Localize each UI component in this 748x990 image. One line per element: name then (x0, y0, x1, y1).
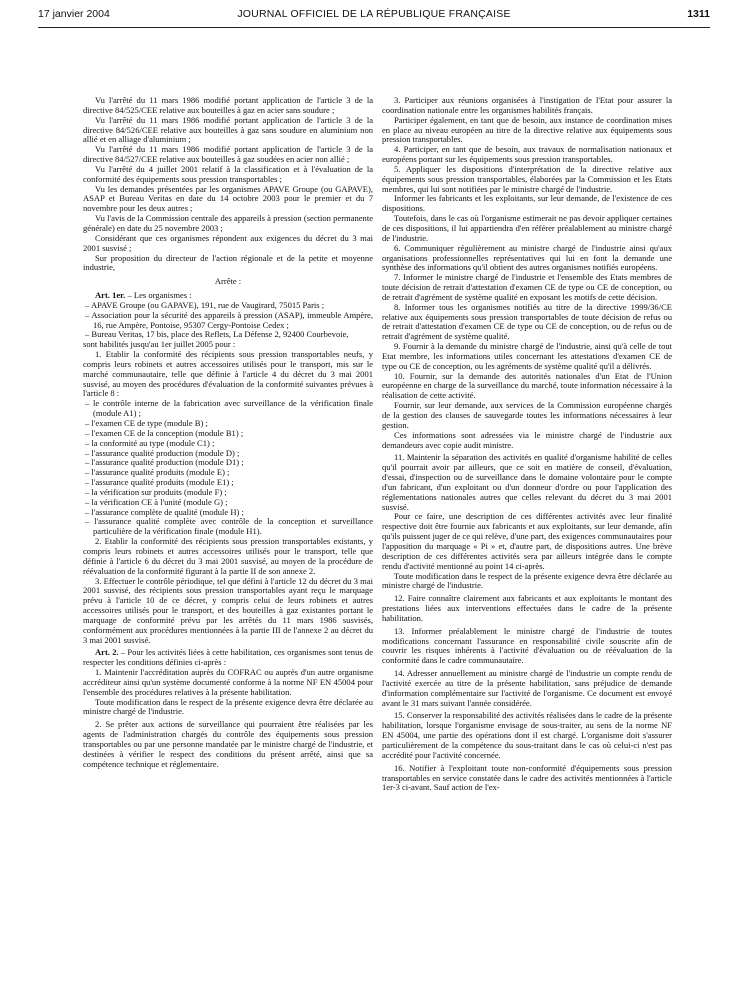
module-item: – l'assurance qualité production (module D1) ; (85, 457, 244, 468)
organisme-2: – Association pour la sécurité des appareils à pression (ASAP), immeuble Ampère, 16, rue Ampère, Pontoise, 95307 Cergy-Pontoise Cedex ; (85, 309, 373, 330)
paragraph: 9. Fournir à la demande du ministre chargé de l'industrie, ainsi qu'à celle de tout Etat membre, les informations utiles concernant les attestations d'examen CE de type ou CE de conception, ou les agréments de système qualité qu'il a délivrés. (382, 341, 672, 371)
visa-6: Vu l'avis de la Commission centrale des appareils à pression (section permanente générale) en date du 25 novembre 2003 ; (83, 213, 373, 233)
visa-2: Vu l'arrêté du 11 mars 1986 modifié portant application de l'article 3 de la directive 84/526/CEE relative aux bouteilles à gaz sans soudure en aluminium non allié et en alliage d'aluminium ; (83, 114, 373, 145)
paragraph: Informer les fabricants et les exploitants, sur leur demande, de l'existence de ces dispositions. (382, 193, 672, 214)
paragraph: Participer également, en tant que de besoin, aux instance de coordination mises en place au niveau européen au titre de la directive relative aux équipements sous pression transportables. (382, 114, 672, 145)
left-column (83, 96, 373, 770)
visa-8: Sur proposition du directeur de l'action régionale et de la petite et moyenne industrie, (83, 252, 373, 273)
page-number: 1311 (687, 8, 710, 20)
article-1-label: Art. 1er. (95, 290, 126, 301)
paragraph: 5. Appliquer les dispositions d'interprétation de la directive relative aux équipements sous pression transportables, élaborées par la Commission et les Etats membres, qui lui sont notifiées par le ministre chargé de l'industrie. (382, 163, 672, 194)
right-column (382, 96, 672, 793)
paragraph: Pour ce faire, une description de ces différentes activités avec leur finalité respective doit être fournie aux fabricants et aux exploitants, sur leur demande, afin qu'ils puissent juger de ce qui relève, d'une part, des exigences communautaires pour l'apposition du marquage « Pi » et, d'autre part, de dispositions autres. Une brève description de ces différentes activités sera par ailleurs intégrée dans le compte rendu d'activité mentionné au point 14 ci-après. (382, 511, 672, 571)
paragraph: 11. Maintenir la séparation des activités en qualité d'organisme habilité de celles qu'il pourrait avoir par ailleurs, que ce soit en matière de conseil, d'évaluation, d'essai, d'inspection ou de surveillance dans le domaine volontaire pour le compte d'un fabricant, d'un exploitant ou d'un donneur d'ordre ou pour l'application des réglementations nationales autres que celles relevant du décret du 3 mai 2001 susvisé. (382, 452, 672, 512)
paragraph: 14. Adresser annuellement au ministre chargé de l'industrie un compte rendu de l'activité exercée au titre de la présente habilitation, sans préjudice de demande d'information complémentaire sur l'activité de l'organisme. Ce document est envoyé avant le 31 mars suivant l'année considérée. (382, 668, 672, 708)
header-rule (38, 27, 710, 28)
paragraph: 16. Notifier à l'exploitant toute non-conformité d'équipements sous pression transportables en service constatée dans le cadre des activités mentionnées à l'article 1er-3 ci-avant. Sauf action de l'ex- (382, 762, 672, 793)
paragraph: 12. Faire connaître clairement aux fabricants et aux exploitants le montant des prestations liées aux interventions effectuées dans le cadre de la présente habilitation. (382, 593, 672, 623)
module-item: – la vérification sur produits (module F) ; (85, 486, 227, 497)
article-2-text: – Pour les activités liées à cette habilitation, ces organismes sont tenus de respecter les conditions définies ci-après : (83, 647, 373, 668)
module-item: – la conformité au type (module C1) ; (85, 437, 215, 448)
paragraph: Fournir, sur leur demande, aux services de la Commission européenne chargés de la gestion des clauses de sauvegarde toutes les informations nécessaires à leur gestion. (382, 400, 672, 430)
module-item: – l'assurance qualité complète avec contrôle de la conception et surveillance particulière de la vérification finale (module H1). (85, 516, 373, 537)
module-item: – l'assurance qualité produits (module E1) ; (85, 477, 234, 488)
module-item: – l'examen CE de la conception (module B1) ; (85, 427, 244, 438)
page-header (38, 8, 710, 24)
paragraph: 10. Fournir, sur la demande des autorités nationales d'un Etat de l'Union européenne en charge de la surveillance du marché, toute information nécessaire à la réalisation de cette activité. (382, 370, 672, 401)
paragraph: 8. Informer tous les organismes notifiés au titre de la directive 1999/36/CE relative aux équipements sous pression transportables de toute décision de refus ou de retrait d'attestation d'examen CE de type ou CE de conception, ou de refus ou de retrait d'agrément de système qualité. (382, 301, 672, 342)
point-1: 1. Etablir la conformité des récipients sous pression transportables neufs, y compris leurs robinets et autres accessoires utilisés pour le transport, mis sur le marché communautaire, telle que définie à l'article 4 du décret du 3 mai 2001 susvisé, au moyen des procédures d'évaluation de la conformité suivantes prévues à l'article 8 : (83, 349, 373, 399)
paragraph: 3. Participer aux réunions organisées à l'instigation de l'Etat pour assurer la coordination nationale entre les organismes habilités français. (382, 95, 672, 115)
paragraph: 4. Participer, en tant que de besoin, aux travaux de normalisation nationaux et européens portant sur les équipements sous pression transportables. (382, 144, 672, 165)
journal-title: JOURNAL OFFICIEL DE LA RÉPUBLIQUE FRANÇAISE (237, 8, 511, 20)
paragraph: 13. Informer préalablement le ministre chargé de l'industrie de toutes modifications concernant l'assurance en responsabilité civile souscrite afin de couvrir les risques inhérents à l'activité d'évaluation ou de réévaluation de la conformité dans le cadre communautaire. (382, 625, 672, 666)
module-item: – le contrôle interne de la fabrication avec surveillance de la vérification finale (module A1) ; (85, 398, 373, 419)
module-item: – l'assurance complète de qualité (module H) ; (85, 506, 244, 517)
visa-1: Vu l'arrêté du 11 mars 1986 modifié portant application de l'article 3 de la directive 84/525/CEE relative aux bouteilles à gaz en acier sans soudure ; (83, 95, 373, 115)
article-2-point-1: 1. Maintenir l'accréditation auprès du COFRAC ou auprès d'un autre organisme accréditeur ainsi qu'un système documenté conforme à la norme NF EN 45004 pour l'ensemble des procédures relatives à la présente habilitation. (83, 667, 373, 697)
paragraph: 7. Informer le ministre chargé de l'industrie et l'ensemble des Etats membres de toute décision de retrait d'attestation d'examen CE de type ou CE de conception, ou de retrait d'agrément de système qualité en exposant les motifs de cette décision. (382, 272, 672, 302)
article-2-intro (83, 648, 373, 668)
module-item: – l'assurance qualité produits (module E) ; (85, 467, 230, 478)
arrete-heading: Arrête : (214, 276, 242, 287)
issue-date: 17 janvier 2004 (38, 8, 110, 20)
article-2-label: Art. 2. (95, 647, 119, 658)
module-item: – la vérification CE à l'unité (module G) ; (85, 496, 228, 507)
article-2-point-2: 2. Se prêter aux actions de surveillance qui pourraient être réalisées par les agents de l'administration chargés du contrôle des équipements sous pression transportables ou par une personne mandatée par le ministre chargé de l'industrie, et destinées à vérifier le respect des conditions du présent arrêté, ainsi que sa compétence technique et réglementaire. (83, 719, 373, 769)
habilitation-duration: sont habilités jusqu'au 1er juillet 2005 pour : (83, 339, 236, 350)
organisme-3: – Bureau Veritas, 17 bis, place des Reflets, La Défense 2, 92400 Courbevoie, (85, 329, 349, 340)
visa-3: Vu l'arrêté du 11 mars 1986 modifié portant application de l'article 3 de la directive 84/527/CEE relative aux bouteilles à gaz soudées en acier non allié ; (83, 144, 373, 165)
paragraph: 6. Communiquer régulièrement au ministre chargé de l'industrie ainsi qu'aux organisations professionnelles représentatives qui lui en font la demande une synthèse des informations qu'il obtient des autres organismes notifiés européens. (382, 242, 672, 273)
paragraph: Toute modification dans le respect de la présente exigence devra être déclarée au ministre chargé de l'industrie. (382, 570, 672, 591)
organisme-1: – APAVE Groupe (ou GAPAVE), 191, rue de Vaugirard, 75015 Paris ; (85, 299, 325, 310)
paragraph: Toutefois, dans le cas où l'organisme estimerait ne pas devoir appliquer certaines de ces dispositions, il lui appartiendra d'en référer préalablement au ministre chargé de l'industrie. (382, 213, 672, 243)
visa-5: Vu les demandes présentées par les organismes APAVE Groupe (ou GAPAVE), ASAP et Bureau Veritas en date du 14 octobre 2003 pour le premier et du 7 novembre pour les deux autres ; (83, 183, 373, 214)
article-2-point-1b: Toute modification dans le respect de la présente exigence devra être déclarée au ministre chargé de l'industrie. (83, 696, 373, 717)
point-2: 2. Etablir la conformité des récipients sous pression transportables existants, y compris leurs robinets et autres accessoires utilisés pour le transport, telle que définie à l'article 6 du décret du 3 mai 2001 susvisé, au moyen de la procédure de réévaluation de la conformité figurant à la partie II de son annexe 2. (83, 536, 373, 576)
point-3: 3. Effectuer le contrôle périodique, tel que défini à l'article 12 du décret du 3 mai 2001 susvisé, des récipients sous pression transportables ayant reçu le marquage prévu à l'article 10 de ce décret, y compris celui de leurs robinets et autres accessoires utilisés pour le transport, et des bouteilles à gaz existantes portant le marquage de conformité prévu par les arrêtés du 11 mars 1986 susvisés, conformément aux procédures mentionnées à la partie III de l'annexe 2 au décret du 3 mai 2001 susvisé. (83, 575, 373, 645)
article-1-text: – Les organismes : (125, 290, 192, 301)
visa-7: Considérant que ces organismes répondent aux exigences du décret du 3 mai 2001 susvisé ; (83, 232, 373, 253)
module-item: – l'examen CE de type (module B) ; (85, 418, 208, 428)
module-item: – l'assurance qualité production (module D) ; (85, 447, 240, 458)
visa-4: Vu l'arrêté du 4 juillet 2001 relatif à la classification et à l'évaluation de la conformité des équipements sous pression transportables ; (83, 163, 373, 184)
paragraph: 15. Conserver la responsabilité des activités réalisées dans le cadre de la présente habilitation, lorsque l'organisme envisage de sous-traiter, au sens de la norme NF EN 45004, une partie des opérations dont il est chargé. L'organisme doit s'assurer particulièrement de la compétence du sous-traitant dans le cas où celui-ci n'est pas accrédité pour l'activité concernée. (382, 710, 672, 760)
paragraph: Ces informations sont adressées via le ministre chargé de l'industrie aux demandeurs avec copie audit ministre. (382, 429, 672, 450)
